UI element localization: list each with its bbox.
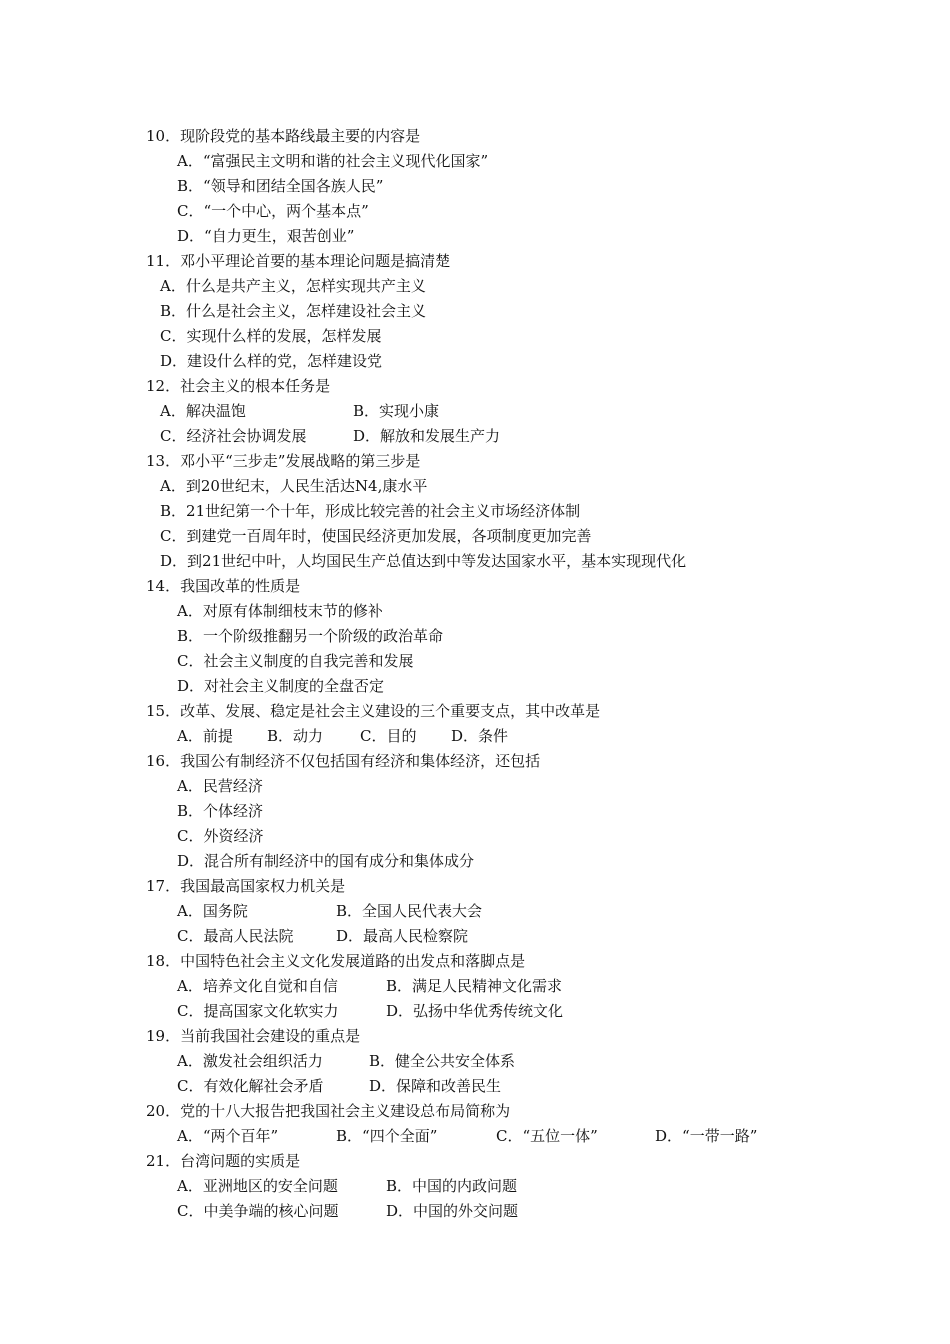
question-15-option-d: D．条件 bbox=[451, 727, 509, 745]
question-10-option-b: B．“领导和团结全国各族人民” bbox=[177, 177, 384, 195]
question-16-option-a: A．民营经济 bbox=[177, 777, 263, 795]
question-15-stem: 15．改革、发展、稳定是社会主义建设的三个重要支点，其中改革是 bbox=[146, 702, 601, 720]
question-17-option-a: A．国务院 bbox=[177, 902, 248, 920]
question-11-option-c: C．实现什么样的发展，怎样发展 bbox=[160, 327, 382, 345]
question-19-option-d: D．保障和改善民生 bbox=[369, 1077, 502, 1095]
question-15-option-b: B．动力 bbox=[267, 727, 324, 745]
question-20-option-d: D．“一带一路” bbox=[655, 1127, 758, 1145]
question-12-option-a: A．解决温饱 bbox=[160, 402, 246, 420]
question-21-option-b: B．中国的内政问题 bbox=[386, 1177, 518, 1195]
question-19-option-c: C．有效化解社会矛盾 bbox=[177, 1077, 324, 1095]
question-12-option-b: B．实现小康 bbox=[353, 402, 440, 420]
question-10-stem: 10．现阶段党的基本路线最主要的内容是 bbox=[146, 127, 421, 145]
question-17-option-b: B．全国人民代表大会 bbox=[336, 902, 483, 920]
question-13-option-a: A．到20世纪末，人民生活达N4,康水平 bbox=[160, 477, 428, 495]
question-18-stem: 18．中国特色社会主义文化发展道路的出发点和落脚点是 bbox=[146, 952, 526, 970]
question-17-option-c: C．最高人民法院 bbox=[177, 927, 294, 945]
question-15-option-a: A．前提 bbox=[177, 727, 233, 745]
question-20-option-a: A．“两个百年” bbox=[177, 1127, 279, 1145]
question-15-option-c: C．目的 bbox=[360, 727, 417, 745]
question-13-option-d: D．到21世纪中叶，人均国民生产总值达到中等发达国家水平，基本实现现代化 bbox=[160, 552, 687, 570]
question-21-option-c: C．中美争端的核心问题 bbox=[177, 1202, 339, 1220]
question-16-option-c: C．外资经济 bbox=[177, 827, 264, 845]
question-10-option-a: A．“富强民主文明和谐的社会主义现代化国家” bbox=[177, 152, 489, 170]
question-20-stem: 20．党的十八大报告把我国社会主义建设总布局简称为 bbox=[146, 1102, 511, 1120]
question-20-option-b: B．“四个全面” bbox=[336, 1127, 438, 1145]
question-12-stem: 12．社会主义的根本任务是 bbox=[146, 377, 331, 395]
question-21-option-d: D．中国的外交问题 bbox=[386, 1202, 519, 1220]
question-11-option-b: B．什么是社会主义，怎样建设社会主义 bbox=[160, 302, 427, 320]
question-21-option-a: A．亚洲地区的安全问题 bbox=[177, 1177, 338, 1195]
question-17-option-d: D．最高人民检察院 bbox=[336, 927, 469, 945]
question-19-stem: 19．当前我国社会建设的重点是 bbox=[146, 1027, 361, 1045]
question-20-option-c: C．“五位一体” bbox=[496, 1127, 598, 1145]
question-14-option-b: B．一个阶级推翻另一个阶级的政治革命 bbox=[177, 627, 444, 645]
question-19-option-a: A．激发社会组织活力 bbox=[177, 1052, 323, 1070]
question-11-option-d: D．建设什么样的党，怎样建设党 bbox=[160, 352, 383, 370]
question-14-stem: 14．我国改革的性质是 bbox=[146, 577, 301, 595]
question-14-option-c: C．社会主义制度的自我完善和发展 bbox=[177, 652, 414, 670]
question-11-option-a: A．什么是共产主义，怎样实现共产主义 bbox=[160, 277, 426, 295]
question-13-stem: 13．邓小平“三步走”发展战略的第三步是 bbox=[146, 452, 421, 470]
question-18-option-a: A．培养文化自觉和自信 bbox=[177, 977, 338, 995]
question-13-option-b: B．21世纪第一个十年，形成比较完善的社会主义市场经济体制 bbox=[160, 502, 581, 520]
question-12-option-d: D．解放和发展生产力 bbox=[353, 427, 501, 445]
question-14-option-a: A．对原有体制细枝末节的修补 bbox=[177, 602, 383, 620]
question-12-option-c: C．经济社会协调发展 bbox=[160, 427, 307, 445]
question-10-option-c: C．“一个中心，两个基本点” bbox=[177, 202, 369, 220]
question-17-stem: 17．我国最高国家权力机关是 bbox=[146, 877, 346, 895]
question-19-option-b: B．健全公共安全体系 bbox=[369, 1052, 516, 1070]
question-14-option-d: D．对社会主义制度的全盘否定 bbox=[177, 677, 385, 695]
question-13-option-c: C．到建党一百周年时，使国民经济更加发展，各项制度更加完善 bbox=[160, 527, 592, 545]
question-21-stem: 21．台湾问题的实质是 bbox=[146, 1152, 301, 1170]
question-18-option-c: C．提高国家文化软实力 bbox=[177, 1002, 339, 1020]
question-18-option-d: D．弘扬中华优秀传统文化 bbox=[386, 1002, 564, 1020]
question-18-option-b: B．满足人民精神文化需求 bbox=[386, 977, 563, 995]
question-16-option-b: B．个体经济 bbox=[177, 802, 264, 820]
question-16-stem: 16．我国公有制经济不仅包括国有经济和集体经济，还包括 bbox=[146, 752, 541, 770]
question-11-stem: 11．邓小平理论首要的基本理论问题是搞清楚 bbox=[146, 252, 451, 270]
question-16-option-d: D．混合所有制经济中的国有成分和集体成分 bbox=[177, 852, 475, 870]
question-10-option-d: D．“自力更生，艰苦创业” bbox=[177, 227, 355, 245]
